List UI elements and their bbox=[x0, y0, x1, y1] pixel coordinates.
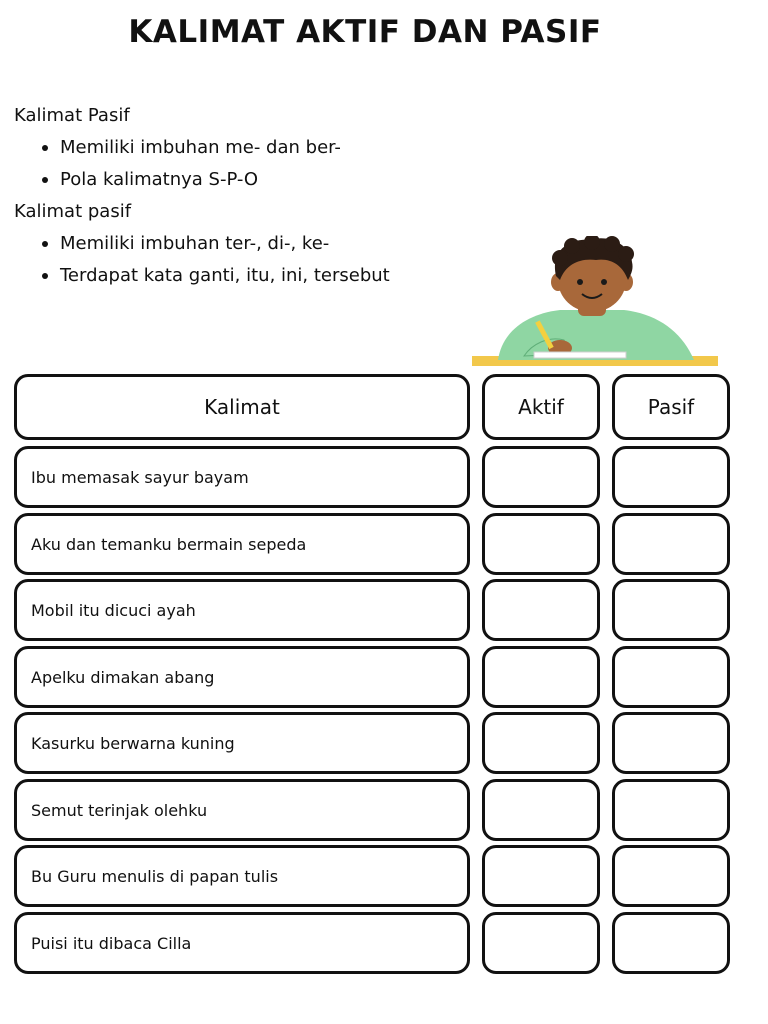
student-writing-illustration bbox=[468, 236, 720, 372]
aktif-checkbox[interactable] bbox=[482, 712, 600, 774]
pasif-checkbox[interactable] bbox=[612, 912, 730, 974]
sentence-cell: Bu Guru menulis di papan tulis bbox=[14, 845, 470, 907]
sentence-cell: Apelku dimakan abang bbox=[14, 646, 470, 708]
aktif-checkbox[interactable] bbox=[482, 579, 600, 641]
rules-section bbox=[14, 100, 484, 292]
rule-list-1 bbox=[14, 132, 484, 196]
aktif-checkbox[interactable] bbox=[482, 446, 600, 508]
header-pasif: Pasif bbox=[612, 374, 730, 440]
pasif-checkbox[interactable] bbox=[612, 779, 730, 841]
header-kalimat: Kalimat bbox=[14, 374, 470, 440]
sentence-cell: Aku dan temanku bermain sepeda bbox=[14, 513, 470, 575]
pasif-checkbox[interactable] bbox=[612, 712, 730, 774]
rule-item: Pola kalimatnya S-P-O bbox=[42, 164, 484, 196]
pasif-checkbox[interactable] bbox=[612, 513, 730, 575]
bullet-icon bbox=[42, 145, 48, 151]
sentence-cell: Kasurku berwarna kuning bbox=[14, 712, 470, 774]
bullet-icon bbox=[42, 241, 48, 247]
aktif-checkbox[interactable] bbox=[482, 912, 600, 974]
pasif-checkbox[interactable] bbox=[612, 845, 730, 907]
aktif-checkbox[interactable] bbox=[482, 845, 600, 907]
aktif-checkbox[interactable] bbox=[482, 779, 600, 841]
pasif-checkbox[interactable] bbox=[612, 579, 730, 641]
rule-item: Terdapat kata ganti, itu, ini, tersebut bbox=[42, 260, 484, 292]
header-aktif: Aktif bbox=[482, 374, 600, 440]
rule-item: Memiliki imbuhan ter-, di-, ke- bbox=[42, 228, 484, 260]
rule-heading-1: Kalimat Pasif bbox=[14, 105, 130, 126]
rule-item: Memiliki imbuhan me- dan ber- bbox=[42, 132, 484, 164]
rule-list-2 bbox=[14, 228, 484, 292]
sentence-cell: Puisi itu dibaca Cilla bbox=[14, 912, 470, 974]
worksheet-title: KALIMAT AKTIF DAN PASIF bbox=[128, 14, 602, 50]
rule-heading-2: Kalimat pasif bbox=[14, 201, 132, 222]
bullet-icon bbox=[42, 177, 48, 183]
sentence-cell: Mobil itu dicuci ayah bbox=[14, 579, 470, 641]
sentence-cell: Ibu memasak sayur bayam bbox=[14, 446, 470, 508]
sentence-cell: Semut terinjak olehku bbox=[14, 779, 470, 841]
pasif-checkbox[interactable] bbox=[612, 646, 730, 708]
aktif-checkbox[interactable] bbox=[482, 513, 600, 575]
bullet-icon bbox=[42, 273, 48, 279]
aktif-checkbox[interactable] bbox=[482, 646, 600, 708]
pasif-checkbox[interactable] bbox=[612, 446, 730, 508]
